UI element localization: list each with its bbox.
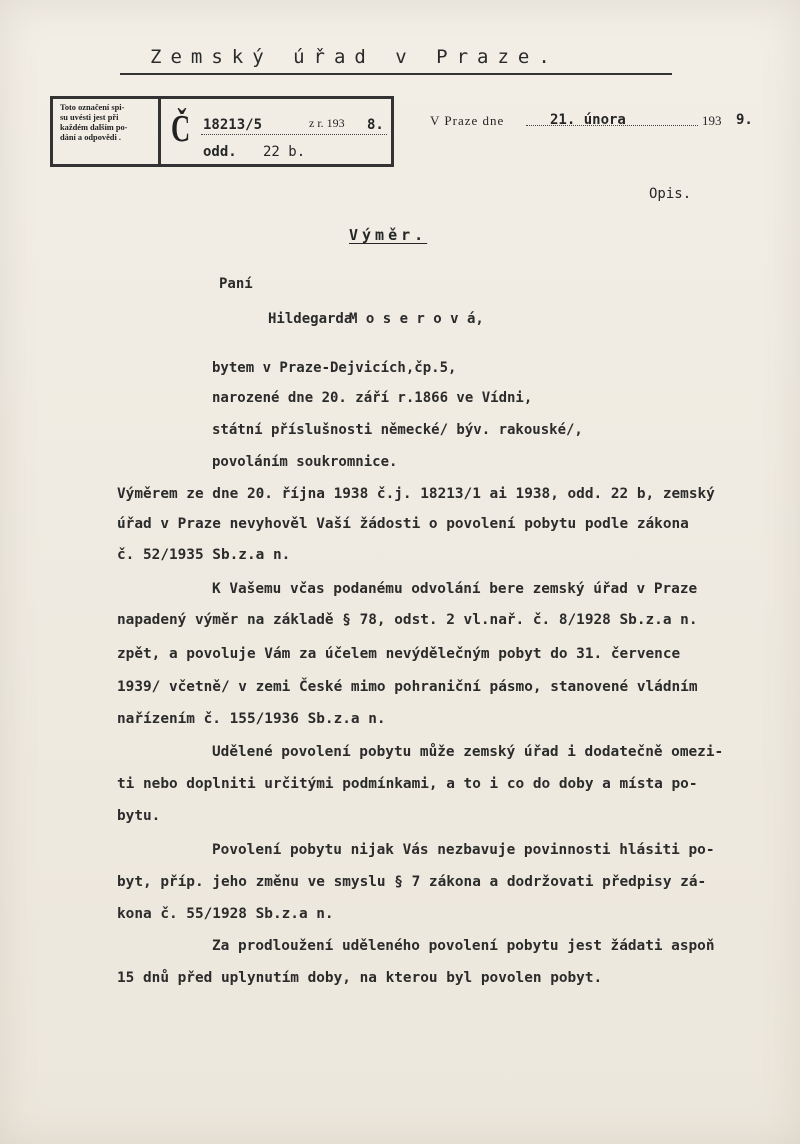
header-rule bbox=[120, 73, 672, 75]
body-line: kona č. 55/1928 Sb.z.a n. bbox=[117, 906, 334, 922]
body-line: byt, příp. jeho změnu ve smyslu § 7 zákona a dodržovati předpisy zá- bbox=[117, 874, 707, 890]
addressee-nationality: státní příslušnosti německé/ býv. rakouské/, bbox=[212, 422, 583, 438]
body-line: napadený výměr na základě § 78, odst. 2 vl.nař. č. 8/1928 Sb.z.a n. bbox=[117, 612, 698, 628]
body-line: Za prodloužení uděleného povolení pobytu jest žádati aspoň bbox=[212, 938, 715, 954]
addressee-last-name: M o s e r o v á, bbox=[349, 311, 484, 327]
addressee-occupation: povoláním soukromnice. bbox=[212, 454, 398, 470]
reference-notice bbox=[53, 99, 161, 164]
department-value: 22 b. bbox=[263, 144, 306, 160]
notice-line: su uvésti jest při bbox=[60, 113, 119, 122]
salutation: Paní bbox=[219, 276, 253, 292]
addressee-birth: narozené dne 20. září r.1866 ve Vídni, bbox=[212, 390, 533, 406]
file-number: 18213/5 bbox=[203, 117, 263, 133]
body-line: bytu. bbox=[117, 808, 161, 824]
date-day-month: 21. února bbox=[550, 112, 626, 128]
department-label: odd. bbox=[203, 144, 237, 160]
decree-title: Výměr. bbox=[349, 226, 428, 244]
reference-year-digit: 8. bbox=[367, 117, 384, 133]
body-line: zpět, a povoluje Vám za účelem nevýdělečným pobyt do 31. července bbox=[117, 646, 681, 662]
body-line: ti nebo doplniti určitými podmínkami, a to i co do doby a místa po- bbox=[117, 776, 698, 792]
body-line: č. 52/1935 Sb.z.a n. bbox=[117, 547, 291, 563]
reference-year-label: z r. 193 bbox=[309, 116, 345, 130]
notice-line: každém dalším po- bbox=[60, 123, 128, 132]
reference-prefix-letter: Č bbox=[171, 108, 191, 150]
notice-line: dání a odpovědi . bbox=[60, 133, 121, 142]
date-year-label: 193 bbox=[702, 113, 722, 128]
body-line: Výměrem ze dne 20. října 1938 č.j. 18213/1 ai 1938, odd. 22 b, zemský bbox=[117, 486, 715, 502]
office-name: Zemský úřad v Praze. bbox=[150, 46, 559, 68]
date-prefix: V Praze dne bbox=[430, 113, 505, 128]
date-year-digit: 9. bbox=[736, 112, 753, 128]
body-line: K Vašemu včas podanému odvolání bere zemský úřad v Praze bbox=[212, 581, 698, 597]
body-line: nařízením č. 155/1936 Sb.z.a n. bbox=[117, 711, 386, 727]
addressee-first-name: Hildegarda bbox=[268, 311, 353, 327]
body-line: 1939/ včetně/ v zemi České mimo pohraniční pásmo, stanovené vládním bbox=[117, 679, 698, 695]
copy-label: Opis. bbox=[649, 186, 692, 202]
date-line bbox=[430, 112, 753, 133]
reference-box bbox=[50, 96, 394, 167]
body-line: Udělené povolení pobytu může zemský úřad i dodatečně omezi- bbox=[212, 744, 724, 760]
addressee-residence: bytem v Praze-Dejvicích,čp.5, bbox=[212, 360, 457, 376]
body-line: úřad v Praze nevyhověl Vaší žádosti o povolení pobytu podle zákona bbox=[117, 516, 689, 532]
notice-line: Toto označení spi- bbox=[60, 103, 125, 112]
body-line: Povolení pobytu nijak Vás nezbavuje povinnosti hlásiti po- bbox=[212, 842, 715, 858]
body-line: 15 dnů před uplynutím doby, na kterou byl povolen pobyt. bbox=[117, 970, 603, 986]
